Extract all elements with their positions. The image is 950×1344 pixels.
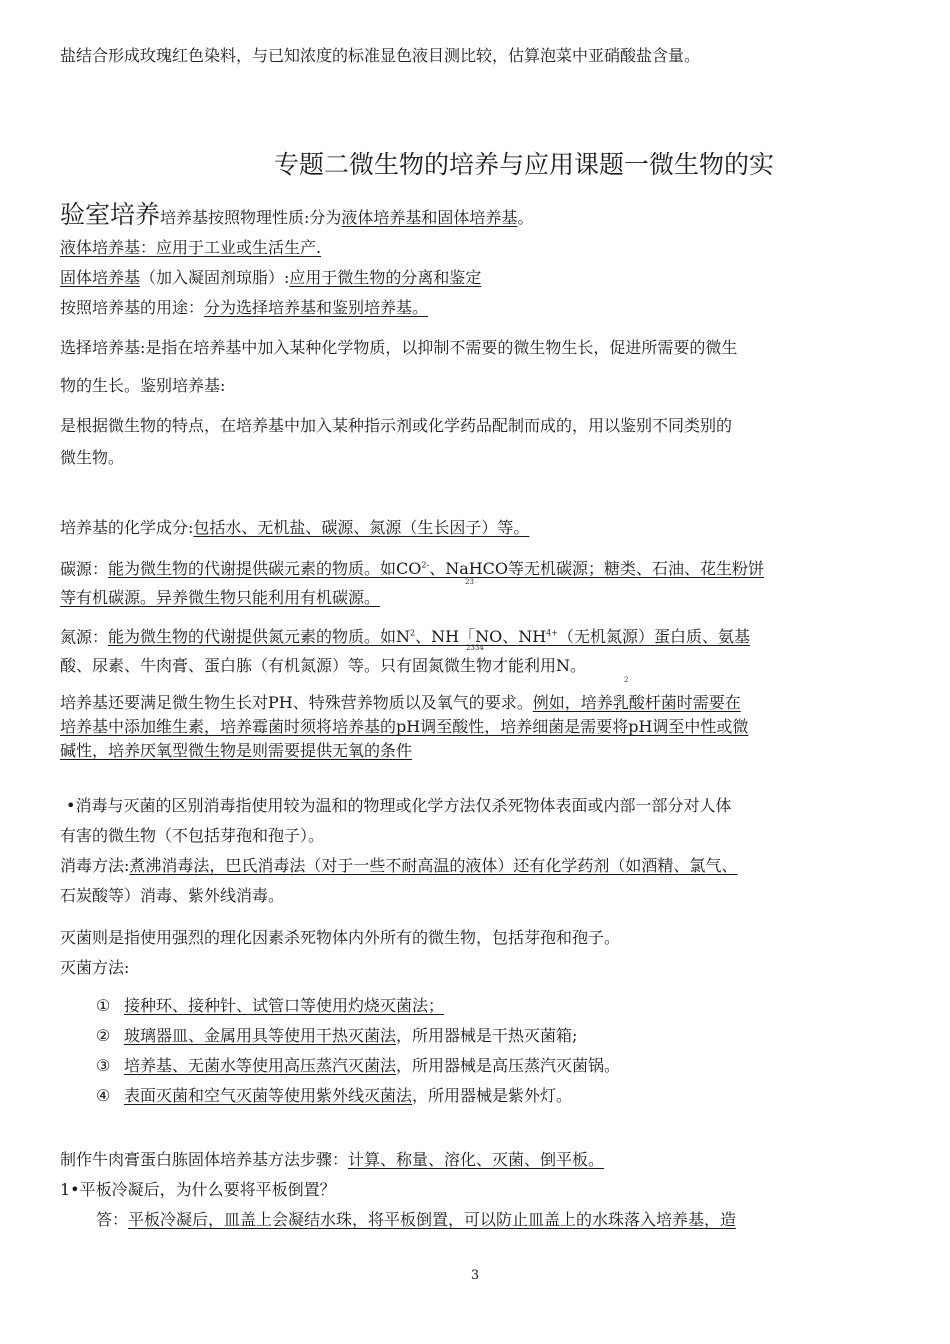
text: ，所用器械是干热灭菌箱;	[396, 1026, 578, 1045]
paragraph-line: 碱性，培养厌氧型微生物是则需要提供无氧的条件	[60, 741, 413, 760]
paragraph-line: 盐结合形成玫瑰红色染料，与已知浓度的标准显色液目测比较，估算泡菜中亚硝酸盐含量。	[60, 46, 701, 65]
list-number: ②	[96, 1026, 111, 1045]
superscript: 2-	[421, 561, 430, 570]
paragraph-line: 微生物。	[60, 448, 125, 467]
subscript-row: 23	[465, 578, 474, 586]
page-number: 3	[470, 1268, 480, 1283]
superscript: 2	[410, 629, 416, 638]
paragraph-line	[60, 298, 428, 318]
text: 能为微生物的代谢提供氮元素的物质。如N	[108, 627, 411, 647]
paragraph-line: 是根据微生物的特点，在培养基中加入某种指示剂或化学药品配制而成的，用以鉴别不同类别的	[60, 416, 733, 435]
underlined-text: 平板冷凝后，皿盖上会凝结水珠，将平板倒置，可以防止皿盖上的水珠落入培养基，造	[128, 1210, 737, 1229]
paragraph-line: 石炭酸等）消毒、紫外线消毒。	[60, 886, 285, 905]
underlined-text: 应用于微生物的分离和鉴定	[289, 268, 482, 287]
list-item	[96, 1056, 620, 1076]
paragraph-line: 培养基中添加维生素，培养霉菌时须将培养基的pH调至酸性，培养细菌是需要将pH调至中性或微	[60, 717, 749, 736]
paragraph-line: 灭菌则是指使用强烈的理化因素杀死物体内外所有的微生物，包括芽孢和孢子。	[60, 928, 621, 947]
question-line: 1•平板冷凝后，为什么要将平板倒置？	[60, 1180, 336, 1199]
underlined-text	[108, 559, 764, 578]
list-number: ①	[96, 996, 111, 1015]
paragraph-line: 物的生长。鉴别培养基:	[60, 376, 226, 395]
text: 培养基按照物理性质:分为	[160, 208, 342, 227]
text: 碳源：	[60, 559, 109, 579]
text: 按照培养基的用途：	[60, 298, 205, 317]
underlined-text: 分为选择培养基和鉴别培养基。	[204, 298, 429, 317]
text: 能为微生物的代谢提供碳元素的物质。如CO	[108, 559, 422, 579]
text: （加入凝固剂琼脂）:	[140, 268, 290, 287]
underlined-text	[108, 627, 750, 646]
section-title-end: 验室培养	[60, 200, 161, 229]
section-title: 专题二微生物的培养与应用课题一微生物的实	[274, 150, 775, 179]
list-number: ④	[96, 1086, 111, 1105]
paragraph-line	[60, 856, 737, 876]
underlined-text: 煮沸消毒法，巴氏消毒法（对于一些不耐高温的液体）还有化学药剂（如酒精、氯气、	[129, 856, 738, 875]
superscript: 4+	[546, 629, 558, 638]
paragraph-line	[60, 518, 529, 538]
text: 等无机碳源；糖类、石油、花生粉饼	[508, 559, 765, 579]
text: 、NH「NO	[415, 627, 503, 647]
paragraph-line: 等有机碳源。异养微生物只能利用有机碳源。	[60, 588, 381, 607]
underlined-text: 固体培养基	[60, 268, 141, 287]
paragraph-line	[60, 1150, 604, 1170]
paragraph-line: 选择培养基:是指在培养基中加入某种化学物质，以抑制不需要的微生物生长，促进所需要的微生	[60, 338, 738, 357]
subscript-row: 2334	[466, 644, 484, 652]
paragraph-line	[60, 268, 481, 288]
paragraph-line: 灭菌方法:	[60, 958, 130, 977]
text: 。	[570, 656, 587, 675]
subscript-row: 2	[624, 676, 629, 684]
list-item	[96, 996, 444, 1016]
text: 消毒方法:	[60, 856, 130, 875]
title-continuation-line	[60, 200, 533, 233]
answer-line	[96, 1210, 736, 1230]
list-number: ③	[96, 1056, 111, 1075]
underlined-text: 表面灭菌和空气灭菌等使用紫外线灭菌法	[124, 1086, 413, 1105]
text: ，所用器械是高压蒸汽灭菌锅。	[396, 1056, 621, 1075]
text: ，所用器械是紫外灯。	[412, 1086, 573, 1105]
underlined-text: 接种环、接种针、试管口等使用灼烧灭菌法；	[124, 996, 445, 1015]
list-item	[96, 1026, 577, 1046]
underlined-text: 玻璃器皿、金属用具等使用干热灭菌法	[124, 1026, 397, 1045]
paragraph-line: •消毒与灭菌的区别消毒指使用较为温和的物理或化学方法仅杀死物体表面或内部一部分对人体	[66, 796, 732, 815]
list-item	[96, 1086, 572, 1106]
text: （无机氮源）蛋白质、氨基	[557, 627, 750, 647]
text: 培养基还要满足微生物生长对PH、特殊营养物质以及氧气的要求。	[60, 693, 533, 712]
text: 培养基的化学成分:	[60, 518, 194, 537]
underlined-text: 计算、称量、溶化、灭菌、倒平板。	[348, 1150, 605, 1169]
text: 制作牛肉膏蛋白胨固体培养基方法步骤：	[60, 1150, 349, 1169]
paragraph-line	[60, 656, 586, 676]
paragraph-line	[60, 693, 741, 713]
text: 氮源：	[60, 627, 109, 647]
text: 、NH	[502, 627, 547, 647]
underlined-text: 包括水、无机盐、碳源、氮源（生长因子）等。	[193, 518, 530, 537]
text: 答：	[96, 1210, 129, 1229]
paragraph-line	[60, 556, 764, 579]
underlined-text: 例如，培养乳酸杆菌时需要在	[532, 693, 741, 712]
text: 。	[517, 208, 534, 227]
text: 酸、尿素、牛肉膏、蛋白胨（有机氮源）等。只有固氮微生物才能利用N	[60, 656, 571, 675]
underlined-text: 培养基、无菌水等使用高压蒸汽灭菌法	[124, 1056, 397, 1075]
paragraph-line: 液体培养基：应用于工业或生活生产.	[60, 238, 322, 257]
underlined-text: 液体培养基和固体培养基	[341, 208, 518, 227]
paragraph-line: 有害的微生物（不包括芽孢和孢子）。	[60, 826, 325, 845]
paragraph-line	[60, 624, 750, 647]
text: 、NaHCO	[429, 559, 509, 579]
